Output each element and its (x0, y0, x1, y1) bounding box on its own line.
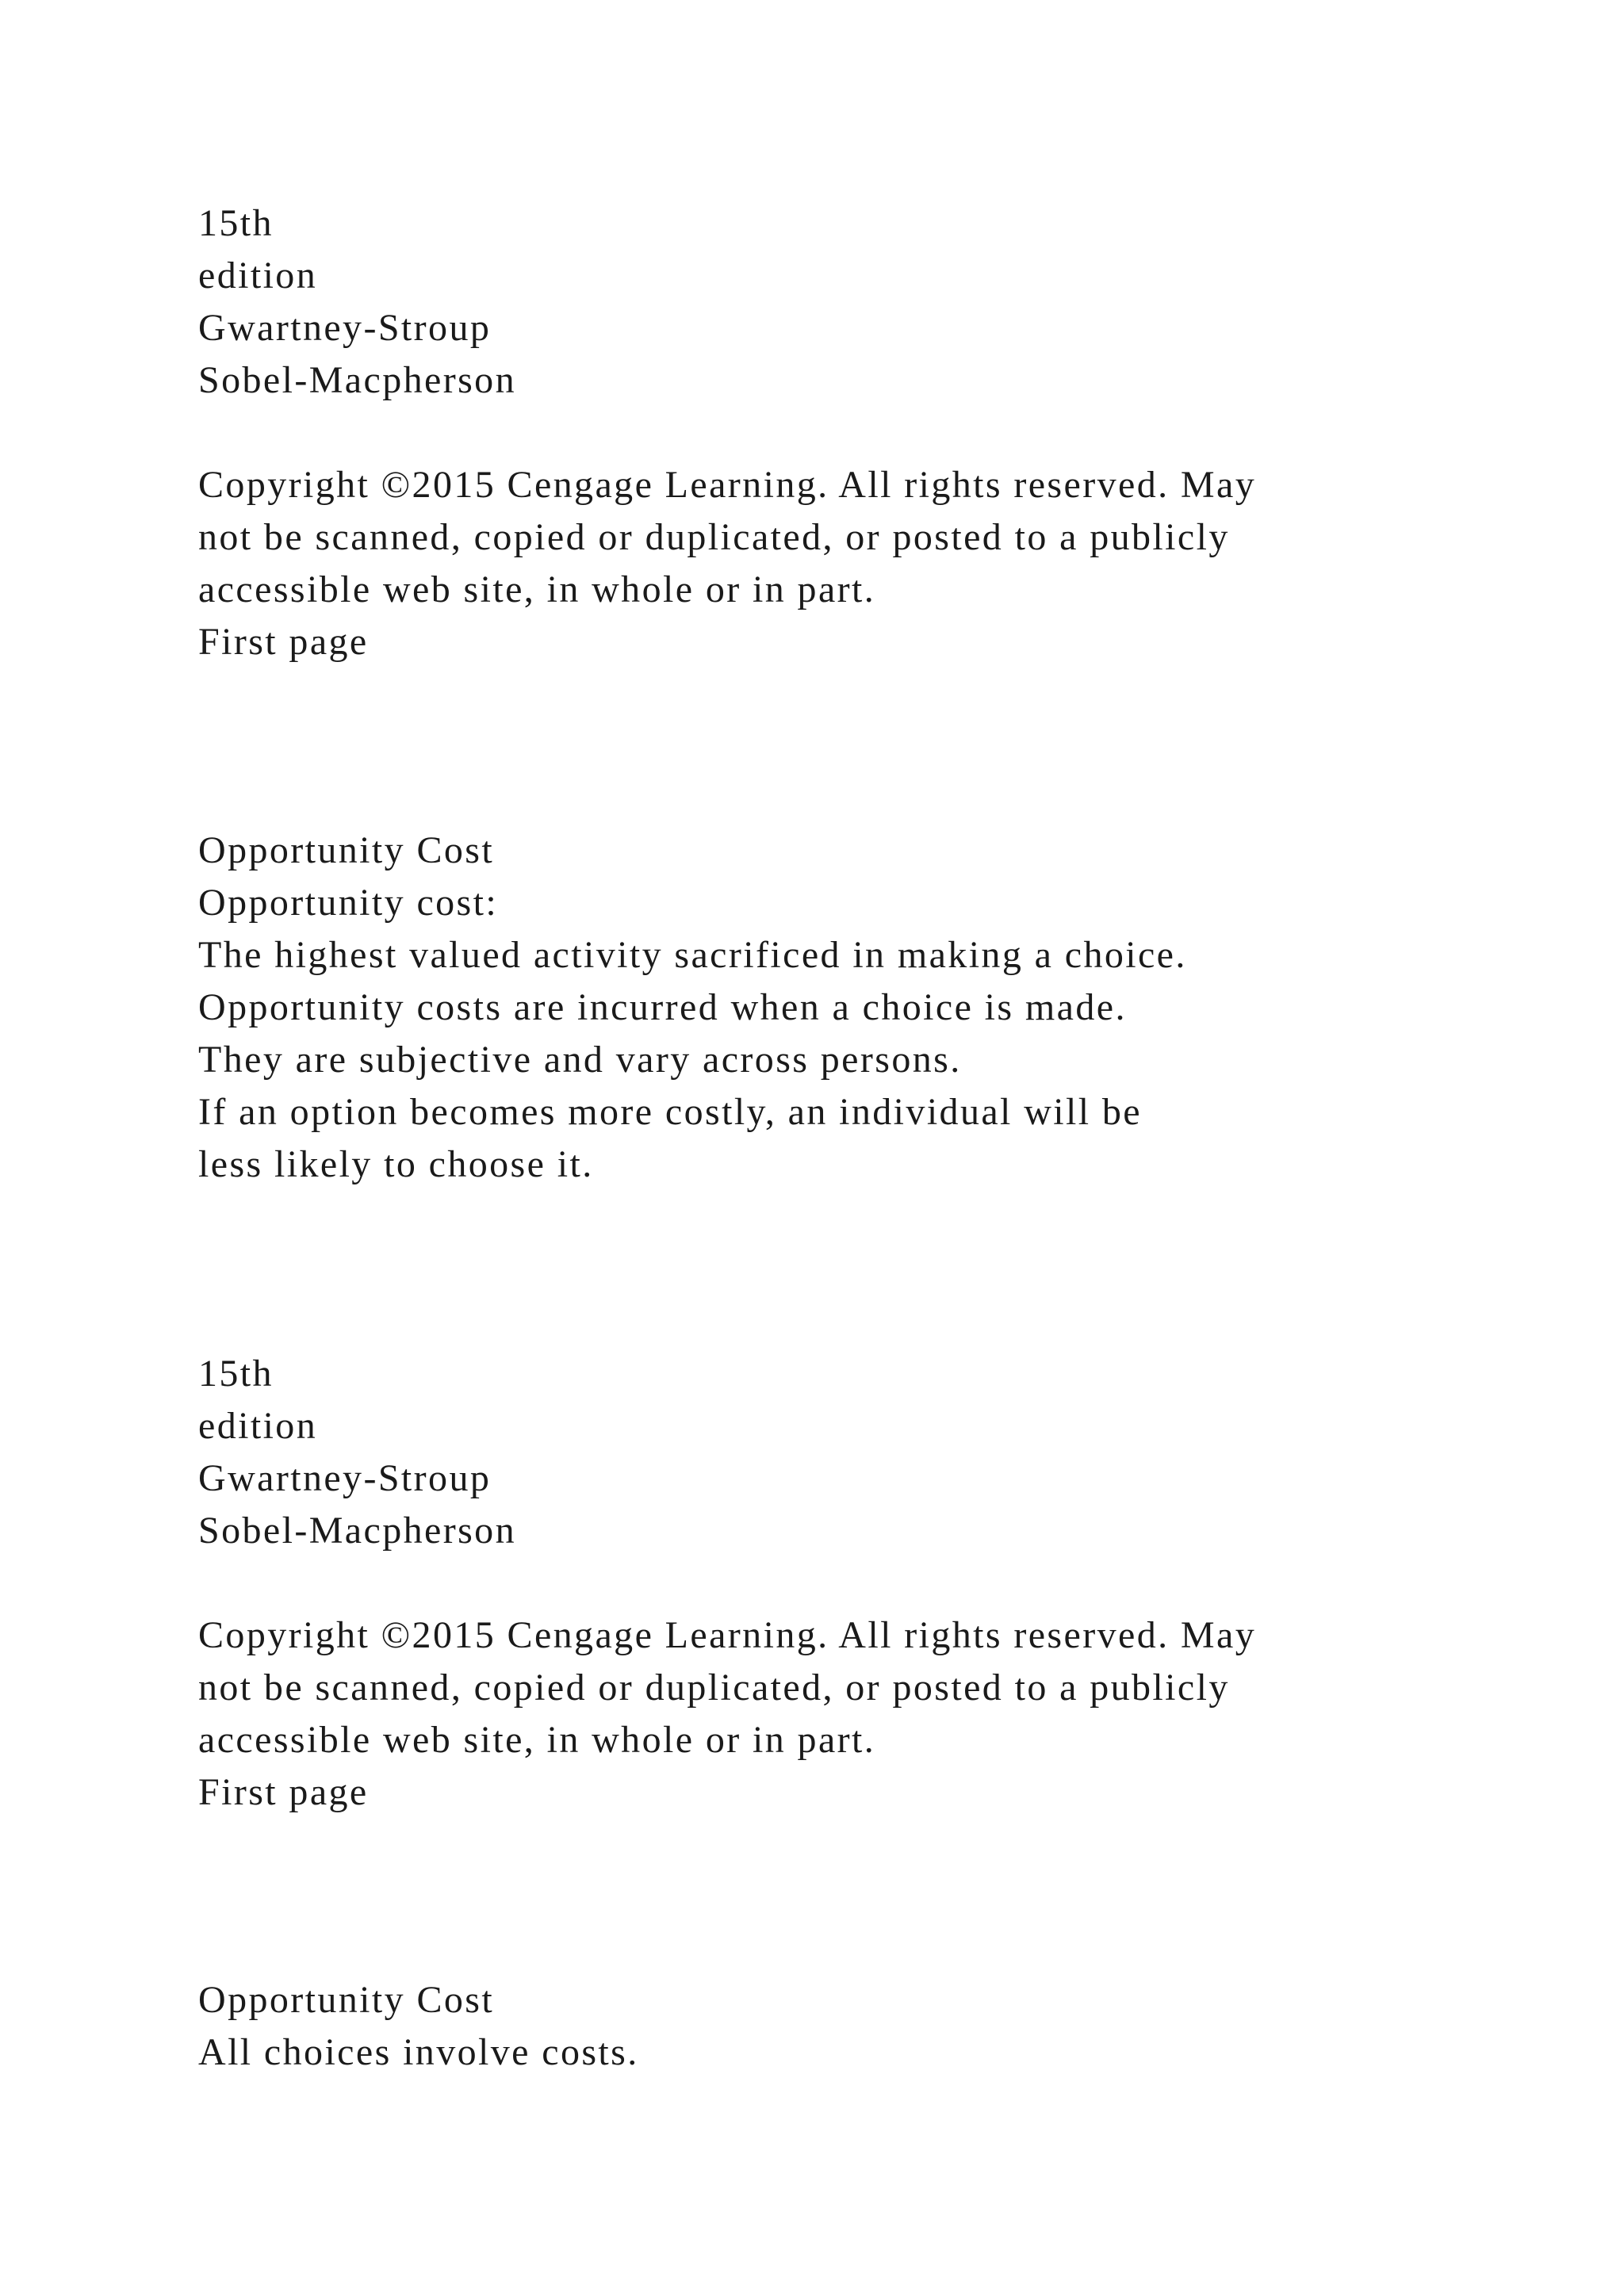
authors-line-1: Gwartney-Stroup (198, 307, 492, 349)
body-line: If an option becomes more costly, an individual will be (198, 1091, 1142, 1133)
blank-line (198, 407, 1546, 459)
edition-label: edition (198, 254, 318, 297)
body-line: They are subjective and vary across persons. (198, 1039, 962, 1081)
copyright-line-1: Copyright ©2015 Cengage Learning. All rights reserved. May (198, 1614, 1257, 1656)
section-heading: Opportunity Cost (198, 829, 495, 871)
body-line: less likely to choose it. (198, 1143, 594, 1185)
authors-line-2: Sobel-Macpherson (198, 1510, 516, 1552)
authors-line-1: Gwartney-Stroup (198, 1457, 492, 1499)
edition-number: 15th (198, 202, 274, 244)
opportunity-cost-section (198, 1974, 1546, 2079)
authors-line-2: Sobel-Macpherson (198, 359, 516, 401)
body-line: All choices involve costs. (198, 2031, 639, 2073)
slide-header-block (198, 197, 1546, 668)
copyright-line-1: Copyright ©2015 Cengage Learning. All rights reserved. May (198, 464, 1257, 506)
definition-term: Opportunity cost: (198, 882, 499, 924)
body-line: Opportunity costs are incurred when a choice is made. (198, 986, 1127, 1028)
opportunity-cost-section (198, 825, 1546, 1191)
copyright-line-2: not be scanned, copied or duplicated, or posted to a publicly (198, 1667, 1230, 1709)
blank-line (198, 1557, 1546, 1609)
definition-text: The highest valued activity sacrificed in making a choice. (198, 934, 1187, 976)
edition-number: 15th (198, 1353, 274, 1395)
slide-header-block (198, 1348, 1546, 1819)
first-page-label: First page (198, 621, 369, 663)
copyright-line-2: not be scanned, copied or duplicated, or posted to a publicly (198, 516, 1230, 558)
copyright-line-3: accessible web site, in whole or in part. (198, 1719, 876, 1761)
section-heading: Opportunity Cost (198, 1979, 495, 2021)
first-page-label: First page (198, 1771, 369, 1813)
copyright-line-3: accessible web site, in whole or in part. (198, 568, 876, 610)
edition-label: edition (198, 1405, 318, 1447)
